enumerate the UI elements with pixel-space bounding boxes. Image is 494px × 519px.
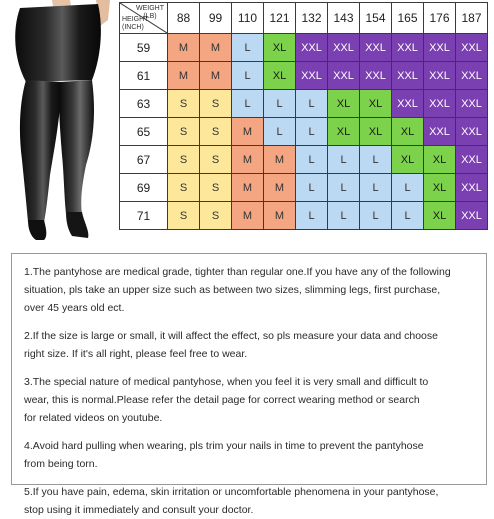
note-line: 2.If the size is large or small, it will affect the effect, so pls measure your data and choose [24,330,438,342]
size-cell: S [168,202,200,230]
size-cell: XL [360,118,392,146]
note-3 [24,373,479,427]
size-cell: M [232,146,264,174]
height-label-59: 59 [120,34,168,62]
note-line: from being torn. [24,458,98,470]
size-cell: XL [360,90,392,118]
size-cell: L [360,146,392,174]
size-cell: S [168,146,200,174]
size-cell: L [232,90,264,118]
height-row [120,118,488,146]
size-cell: XL [264,62,296,90]
model-legs-image [0,0,125,242]
size-cell: XXL [360,34,392,62]
size-cell: XXL [360,62,392,90]
note-line: 3.The special nature of medical pantyhose, when you feel it is very small and difficult to [24,376,429,388]
weight-header-143: 143 [328,3,360,34]
height-unit: (INCH) [122,24,144,31]
size-cell: L [328,146,360,174]
height-row [120,146,488,174]
size-cell: XXL [392,34,424,62]
size-cell: S [168,174,200,202]
note-line: stop using it immediately and consult your doctor. [24,504,254,516]
weight-header-row [120,3,488,34]
note-line: situation, pls take an upper size such as between two sizes, slimming legs, first purchase, [24,284,441,296]
size-cell: M [200,34,232,62]
size-cell: L [296,202,328,230]
size-cell: L [296,174,328,202]
size-cell: XL [392,146,424,174]
size-cell: M [232,202,264,230]
height-row [120,90,488,118]
weight-unit: (LB) [143,13,157,20]
note-line: right size. If it's all right, please feel free to wear. [24,348,248,360]
size-cell: S [168,90,200,118]
size-cell: L [360,202,392,230]
height-row [120,34,488,62]
height-label-65: 65 [120,118,168,146]
size-cell: XXL [424,62,456,90]
weight-header-176: 176 [424,3,456,34]
note-line: 1.The pantyhose are medical grade, tighter than regular one.If you have any of the following [24,266,451,278]
size-cell: L [264,118,296,146]
size-cell: L [264,90,296,118]
size-cell: XXL [296,34,328,62]
size-cell: S [168,118,200,146]
size-cell: M [264,146,296,174]
size-cell: L [232,62,264,90]
height-row [120,62,488,90]
size-cell: L [232,34,264,62]
height-row [120,202,488,230]
weight-header-132: 132 [296,3,328,34]
size-cell: XXL [424,34,456,62]
size-cell: XL [328,90,360,118]
height-label-67: 67 [120,146,168,174]
weight-header-121: 121 [264,3,296,34]
size-cell: M [232,174,264,202]
header-corner [120,3,168,34]
size-cell: XXL [424,118,456,146]
weight-header-88: 88 [168,3,200,34]
size-cell: L [392,202,424,230]
size-cell: XXL [392,90,424,118]
size-cell: XXL [328,34,360,62]
size-cell: XXL [456,118,488,146]
size-cell: M [168,34,200,62]
size-cell: L [392,174,424,202]
size-cell: M [168,62,200,90]
note-line: wear, this is normal.Please refer the detail page for correct wearing method or search [24,394,420,406]
size-cell: XXL [328,62,360,90]
size-cell: XXL [456,34,488,62]
size-cell: L [328,174,360,202]
weight-header-165: 165 [392,3,424,34]
size-cell: XL [424,174,456,202]
size-cell: S [200,174,232,202]
size-cell: XXL [456,174,488,202]
note-1 [24,263,479,317]
size-cell: XXL [456,90,488,118]
height-label-63: 63 [120,90,168,118]
note-5 [24,483,479,519]
note-2 [24,327,479,363]
weight-header-110: 110 [232,3,264,34]
weight-header-154: 154 [360,3,392,34]
note-line: for related videos on youtube. [24,412,163,424]
size-cell: XL [328,118,360,146]
note-line: 4.Avoid hard pulling when wearing, pls trim your nails in time to prevent the pantyhose [24,440,424,452]
size-cell: XXL [392,62,424,90]
size-cell: S [200,90,232,118]
notes-box [11,253,487,516]
height-label-61: 61 [120,62,168,90]
size-cell: XL [424,202,456,230]
weight-title: WEIGHT [136,5,164,12]
size-cell: XXL [296,62,328,90]
height-title: HEIGHT [122,16,149,23]
size-cell: L [296,146,328,174]
size-cell: S [200,146,232,174]
weight-header-187: 187 [456,3,488,34]
size-cell: XL [264,34,296,62]
height-row [120,174,488,202]
size-cell: L [296,90,328,118]
height-label-69: 69 [120,174,168,202]
note-line: 5.If you have pain, edema, skin irritation or uncomfortable phenomena in your pantyhose, [24,486,439,498]
size-cell: L [360,174,392,202]
size-cell: XXL [456,62,488,90]
size-cell: M [264,174,296,202]
note-4 [24,437,479,473]
size-cell: S [200,202,232,230]
height-label-71: 71 [120,202,168,230]
note-line: over 45 years old ect. [24,302,125,314]
height-axis-label [122,16,148,32]
size-cell: XXL [456,146,488,174]
size-cell: L [328,202,360,230]
size-cell: XXL [456,202,488,230]
size-cell: L [296,118,328,146]
size-chart-table [119,2,488,230]
size-cell: M [264,202,296,230]
size-cell: S [200,118,232,146]
size-cell: M [200,62,232,90]
weight-header-99: 99 [200,3,232,34]
size-cell: M [232,118,264,146]
size-cell: XL [392,118,424,146]
size-cell: XL [424,146,456,174]
size-cell: XXL [424,90,456,118]
